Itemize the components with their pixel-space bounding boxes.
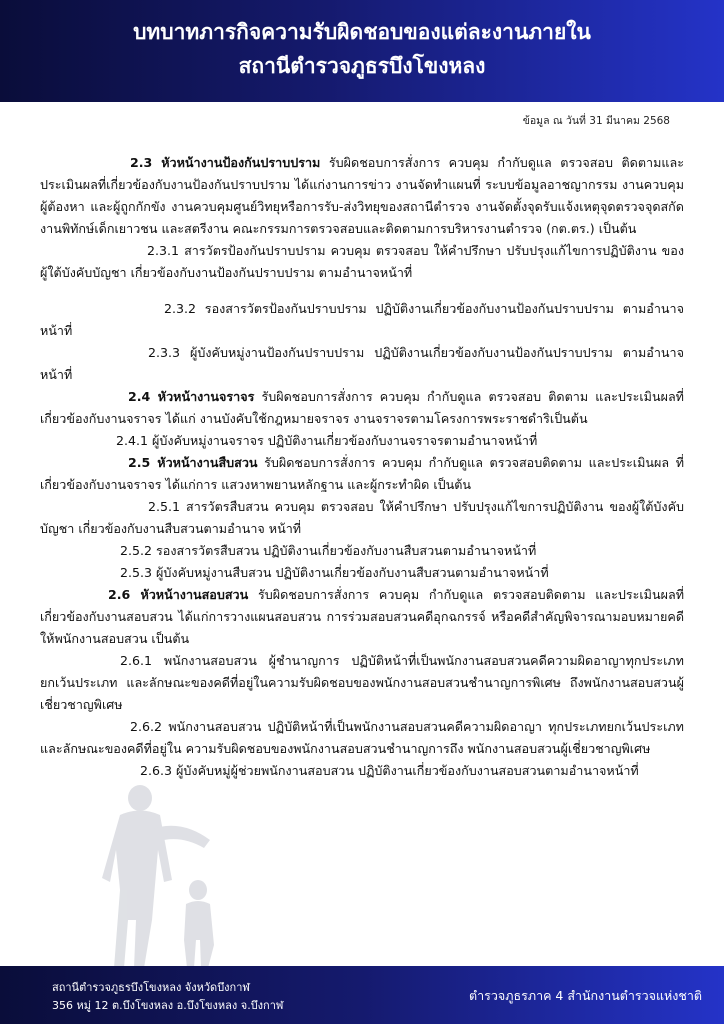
header-banner xyxy=(0,0,724,102)
section-2-4 xyxy=(40,386,684,430)
date-note: ข้อมูล ณ วันที่ 31 มีนาคม 2568 xyxy=(522,115,670,127)
footer-banner xyxy=(0,966,724,1024)
item-2-5-3: 2.5.3 ผู้บังคับหมู่งานสืบสวน ปฏิบัติงานเกี่ยวข้องกับงานสืบสวนตามอำนาจหน้าที่ xyxy=(120,565,549,580)
section-2-3-text: รับผิดชอบการสั่งการ ควบคุม กำกับดูแล ตรวจสอบ ติดตามและประเมินผลที่เกี่ยวข้องกับงานป้องกันปราบปราม ได้แก่งานการข่าว งานจัดทำแผนที่ ระบบข้อมูลอาชญากรรม งานควบคุมผู้ต้องหา และผู้ถูกกักขัง งานควบคุมศูนย์วิทยุหรือการรับ-ส่งวิทยุของสถานีตำรวจ งานจัดตั้งจุดรับแจ้งเหตุจุดตรวจจุดสกัด งานพิทักษ์เด็กเยาวชน และสตรีงาน คณะกรรมการตรวจสอบและติดตามการบริหารงานตำรวจ (กต.ตร.) เป็นต้น xyxy=(40,155,685,236)
footer-station-name: สถานีตำรวจภูธรบึงโขงหลง จังหวัดบึงกาฬ xyxy=(52,981,250,994)
page-title-line1: บทบาทภารกิจความรับผิดชอบของแต่ละงานภายใน xyxy=(133,20,591,44)
section-2-6-text: รับผิดชอบการสั่งการ ควบคุม กำกับดูแล ตรวจสอบติดตาม และประเมินผลที่เกี่ยวข้องกับงานสอบสวน ได้แก่การวางแผนสอบสวน การร่วมสอบสวนคดีอุกฉกรรจ์ หรือคดีสำคัญพิจารณามอบหมายคดีให้พนักงานสอบสวน เป็นต้น xyxy=(40,587,684,646)
item-2-6-1: 2.6.1 พนักงานสอบสวน ผู้ชำนาญการ ปฏิบัติหน้าที่เป็นพนักงานสอบสวนคดีความผิดอาญาทุกประเภทยกเว้นประเภท และลักษณะของคดีที่อยู่ในความรับผิดชอบของพนักงานสอบสวนชำนาญการพิเศษ ถึงพนักงานสอบสวนผู้เชี่ยวชาญพิเศษ xyxy=(40,653,684,712)
item-2-5-1: 2.5.1 สารวัตรสืบสวน ควบคุม ตรวจสอบ ให้คำปรึกษา ปรับปรุงแก้ไขการปฏิบัติงาน ของผู้ใต้บังคับบัญชา เกี่ยวข้องกับงานสืบสวนตามอำนาจ หน้าที่ xyxy=(40,499,684,536)
item-2-3-1: 2.3.1 สารวัตรป้องกันปราบปราม ควบคุม ตรวจสอบ ให้คำปรึกษา ปรับปรุงแก้ไขการปฏิบัติงาน ของผู้ใต้บังคับบัญชา เกี่ยวข้องกับงานป้องกันปราบปราม ตามอำนาจหน้าที่ xyxy=(40,243,684,280)
item-2-4-1: 2.4.1 ผู้บังคับหมู่งานจราจร ปฏิบัติงานเกี่ยวข้องกับงานจราจรตามอำนาจหน้าที่ xyxy=(116,433,538,448)
document-body xyxy=(40,152,684,782)
item-2-3-3: 2.3.3 ผู้บังคับหมู่งานป้องกันปราบปราม ปฏิบัติงานเกี่ยวข้องกับงานป้องกันปราบปราม ตามอำนาจหน้าที่ xyxy=(40,345,684,382)
section-2-3-heading: 2.3 หัวหน้างานป้องกันปราบปราม xyxy=(130,155,321,170)
section-2-5 xyxy=(40,452,684,496)
section-2-4-text: รับผิดชอบการสั่งการ ควบคุม กำกับดูแล ตรวจสอบ ติดตาม และประเมินผลที่เกี่ยวข้องกับงานจราจร ได้แก่ งานบังคับใช้กฎหมายจราจร งานจราจรตามโครงการพระราชดำริเป็นต้น xyxy=(40,389,684,426)
item-2-6-2: 2.6.2 พนักงานสอบสวน ปฏิบัติหน้าที่เป็นพนักงานสอบสวนคดีความผิดอาญา ทุกประเภทยกเว้นประเภท และลักษณะของคดีที่อยู่ใน ความรับผิดชอบของพนักงานสอบสวนชำนาญการถึง พนักงานสอบสวนผู้เชี่ยวชาญพิเศษ xyxy=(40,719,684,756)
section-2-5-text: รับผิดชอบการสั่งการ ควบคุม กำกับดูแล ตรวจสอบติดตาม และประเมินผล ที่เกี่ยวข้องกับงานจราจร ได้แก่การ แสวงหาพยานหลักฐาน และผู้กระทำผิด เป็นต้น xyxy=(40,455,684,492)
police-statue-watermark xyxy=(80,770,280,970)
section-2-4-heading: 2.4 หัวหน้างานจราจร xyxy=(128,389,255,404)
section-2-5-heading: 2.5 หัวหน้างานสืบสวน xyxy=(128,455,258,470)
item-2-3-2: 2.3.2 รองสารวัตรป้องกันปราบปราม ปฏิบัติงานเกี่ยวข้องกับงานป้องกันปราบปราม ตามอำนาจหน้าที่ xyxy=(40,301,684,338)
page-title-line2: สถานีตำรวจภูธรบึงโขงหลง xyxy=(238,54,486,78)
item-2-5-2: 2.5.2 รองสารวัตรสืบสวน ปฏิบัติงานเกี่ยวข้องกับงานสืบสวนตามอำนาจหน้าที่ xyxy=(120,543,537,558)
footer-address: 356 หมู่ 12 ต.บึงโขงหลง อ.บึงโขงหลง จ.บึงกาฬ xyxy=(52,999,284,1012)
footer-agency: ตำรวจภูธรภาค 4 สำนักงานตำรวจแห่งชาติ xyxy=(469,988,702,1003)
section-2-3 xyxy=(40,152,684,240)
section-2-6 xyxy=(40,584,684,650)
item-2-6-3: 2.6.3 ผู้บังคับหมู่ผู้ช่วยพนักงานสอบสวน ปฏิบัติงานเกี่ยวข้องกับงานสอบสวนตามอำนาจหน้าที่ xyxy=(140,763,639,778)
section-2-6-heading: 2.6 หัวหน้างานสอบสวน xyxy=(108,587,249,602)
